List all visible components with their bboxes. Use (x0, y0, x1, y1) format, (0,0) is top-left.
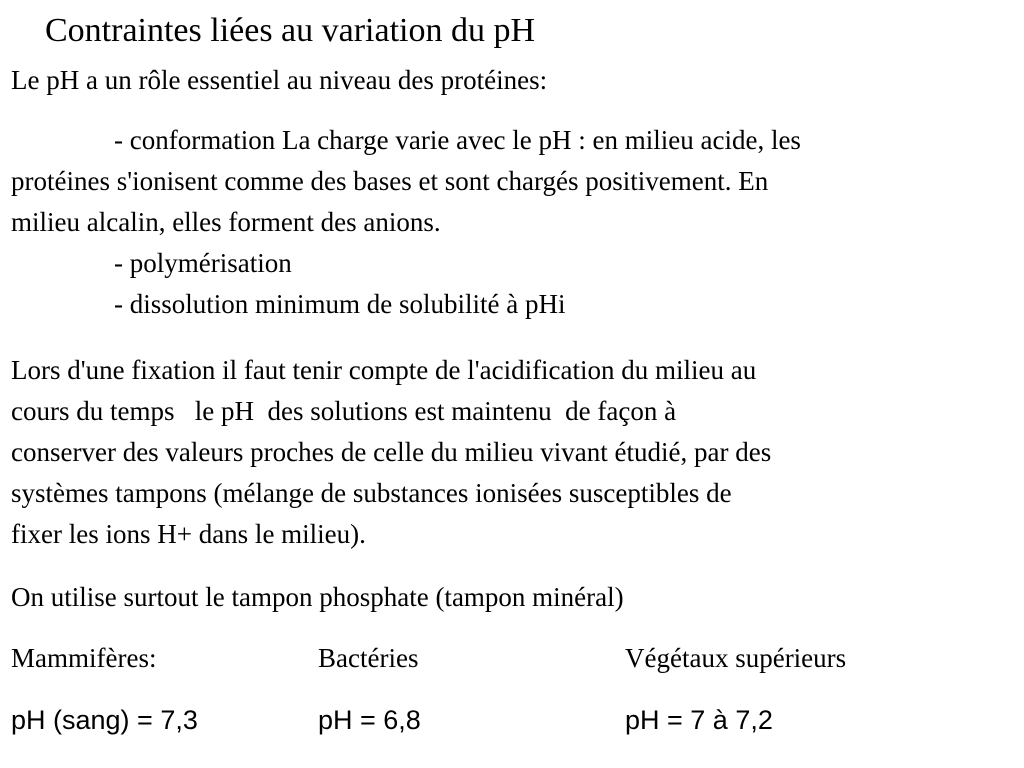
organism-bacteries: Bactéries (318, 643, 419, 673)
conformation-line: - conformation La charge varie avec le pH : en milieu acide, les (114, 125, 801, 155)
conformation-paragraph (11, 120, 1011, 243)
slide-title: Contraintes liées au variation du pH (45, 12, 536, 49)
ph-value-vegetaux: pH = 7 à 7,2 (625, 705, 773, 735)
ph-value-sang: pH (sang) = 7,3 (11, 705, 198, 735)
fixation-line: systèmes tampons (mélange de substances ionisées susceptibles de (11, 478, 732, 508)
fixation-line: conserver des valeurs proches de celle du milieu vivant étudié, par des (11, 437, 772, 467)
ph-value-bacteries: pH = 6,8 (318, 705, 421, 735)
organisms-row (11, 638, 1011, 679)
fixation-paragraph (11, 350, 1011, 555)
organism-mammiferes: Mammifères: (11, 643, 157, 673)
tampon-text: On utilise surtout le tampon phosphate (tampon minéral) (11, 582, 624, 612)
bullet-polymerisation: - polymérisation (114, 248, 292, 278)
bullet-dissolution: - dissolution minimum de solubilité à pHi (114, 289, 566, 319)
intro-text: Le pH a un rôle essentiel au niveau des protéines: (11, 65, 548, 95)
ph-values-row (11, 700, 1011, 741)
fixation-line: fixer les ions H+ dans le milieu). (11, 519, 366, 549)
organism-vegetaux: Végétaux supérieurs (625, 643, 847, 673)
conformation-line: milieu alcalin, elles forment des anions. (11, 207, 441, 237)
conformation-line: protéines s'ionisent comme des bases et sont chargés positivement. En (11, 166, 769, 196)
fixation-line: cours du temps le pH des solutions est maintenu de façon à (11, 396, 677, 426)
fixation-line: Lors d'une fixation il faut tenir compte de l'acidification du milieu au (11, 355, 757, 385)
